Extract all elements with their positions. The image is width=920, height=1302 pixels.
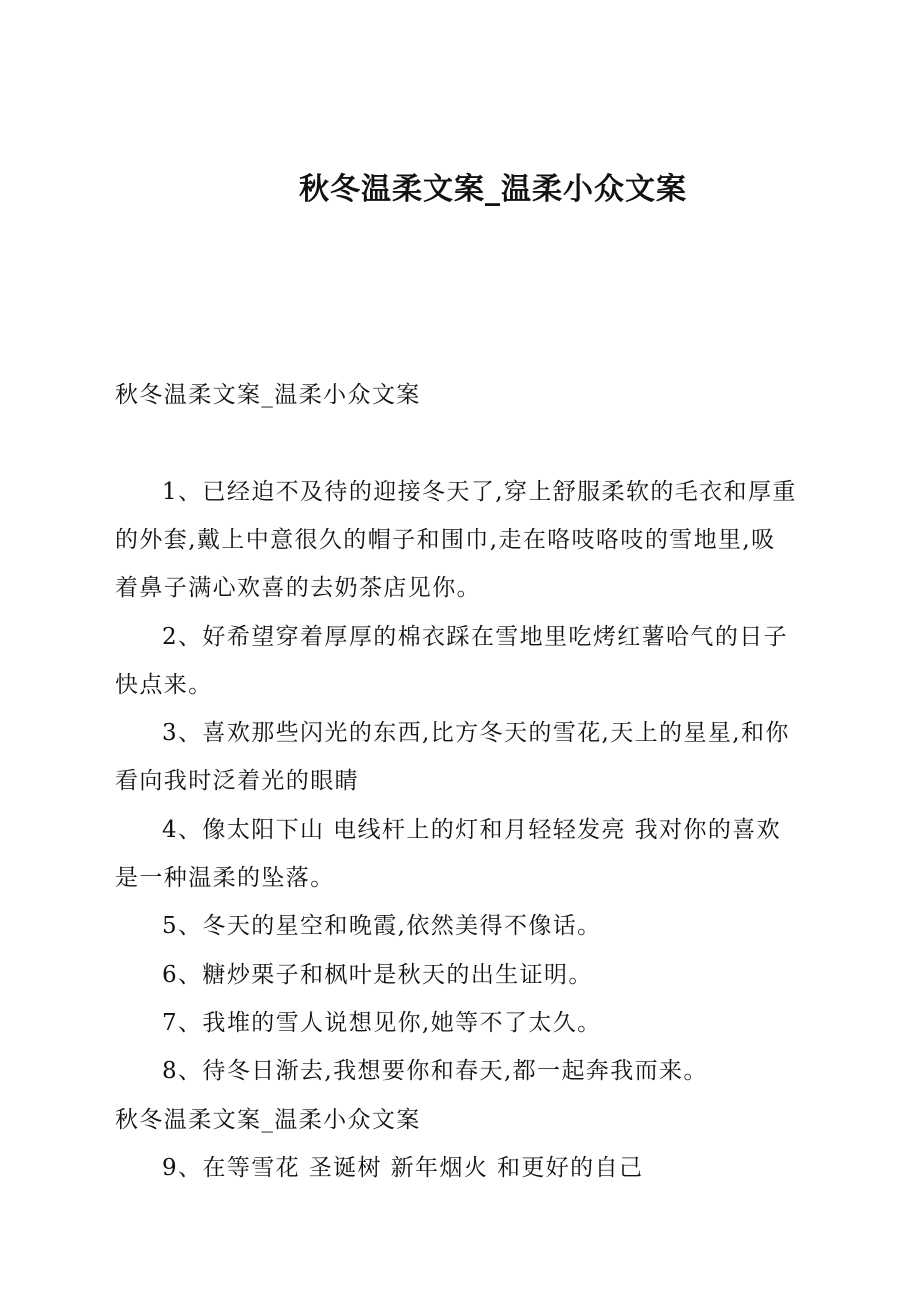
list-item-line: 8、待冬日渐去,我想要你和春天,都一起奔我而来。 [162,1058,708,1085]
list-item-line: 是一种温柔的坠落。 [115,865,335,891]
section-heading: 秋冬温柔文案_温柔小众文案 [115,1106,421,1133]
list-item-line: 1、已经迫不及待的迎接冬天了,穿上舒服柔软的毛衣和厚重 [162,478,797,505]
list-item-line: 看向我时泛着光的眼睛 [115,768,359,795]
list-item-line: 4、像太阳下山 电线杆上的灯和月轻轻发亮 我对你的喜欢 [162,816,782,843]
list-item-line: 3、喜欢那些闪光的东西,比方冬天的雪花,天上的星星,和你 [162,720,790,747]
list-item-line: 9、在等雪花 圣诞树 新年烟火 和更好的自己 [162,1154,644,1181]
list-item-line: 着鼻子满心欢喜的去奶茶店见你。 [115,575,481,602]
list-item-line: 的外套,戴上中意很久的帽子和围巾,走在咯吱咯吱的雪地里,吸 [115,526,776,553]
list-item-line: 2、好希望穿着厚厚的棉衣踩在雪地里吃烤红薯哈气的日子 [162,623,789,650]
document-title: 秋冬温柔文案_温柔小众文案 [299,172,687,207]
list-item-line: 7、我堆的雪人说想见你,她等不了太久。 [162,1009,602,1036]
list-item-line: 6、糖炒栗子和枫叶是秋天的出生证明。 [162,961,593,988]
list-item-line: 快点来。 [115,671,213,698]
list-item-line: 5、冬天的星空和晚霞,依然美得不像话。 [162,913,602,940]
section-heading: 秋冬温柔文案_温柔小众文案 [115,382,421,408]
